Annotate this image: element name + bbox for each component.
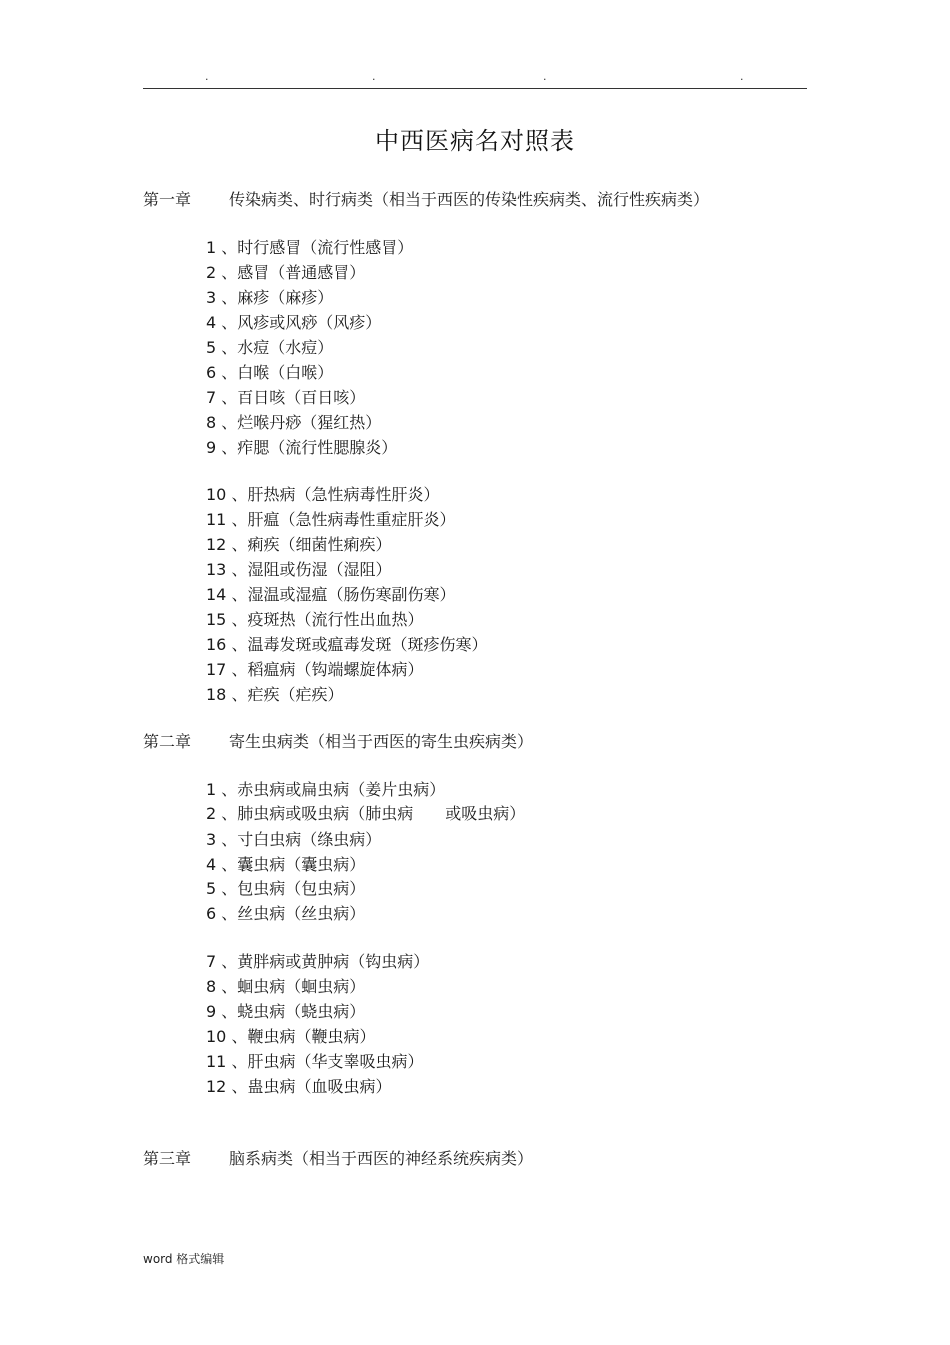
list-item: 6 、丝虫病（丝虫病） <box>206 904 366 923</box>
list-item: 12 、蛊虫病（血吸虫病） <box>206 1077 392 1096</box>
header-dot: . <box>740 70 744 83</box>
list-item: 11 、肝瘟（急性病毒性重症肝炎） <box>206 510 456 529</box>
header-rule <box>143 88 807 89</box>
list-item: 17 、稻瘟病（钩端螺旋体病） <box>206 660 424 679</box>
header-dots <box>0 70 950 84</box>
chapter-heading <box>143 731 533 753</box>
list-item: 4 、囊虫病（囊虫病） <box>206 855 366 874</box>
list-item: 13 、湿阻或伤湿（湿阻） <box>206 560 392 579</box>
list-item: 11 、肝虫病（华支睾吸虫病） <box>206 1052 424 1071</box>
list-item: 5 、包虫病（包虫病） <box>206 879 366 898</box>
list-item: 8 、烂喉丹痧（猩红热） <box>206 413 382 432</box>
list-item: 7 、百日咳（百日咳） <box>206 388 366 407</box>
chapter-number: 第三章 <box>143 1149 192 1168</box>
list-item: 10 、鞭虫病（鞭虫病） <box>206 1027 376 1046</box>
list-item: 16 、温毒发斑或瘟毒发斑（斑疹伤寒） <box>206 635 488 654</box>
chapter-number: 第二章 <box>143 732 192 751</box>
list-item: 18 、疟疾（疟疾） <box>206 685 344 704</box>
list-item: 1 、赤虫病或扁虫病（姜片虫病） <box>206 780 446 799</box>
list-item: 4 、风疹或风痧（风疹） <box>206 313 382 332</box>
page-title: 中西医病名对照表 <box>375 127 575 155</box>
list-item: 12 、痢疾（细菌性痢疾） <box>206 535 392 554</box>
header-dot: . <box>205 70 209 83</box>
list-item: 2 、感冒（普通感冒） <box>206 263 366 282</box>
list-item: 6 、白喉（白喉） <box>206 363 334 382</box>
list-item: 3 、寸白虫病（绦虫病） <box>206 830 382 849</box>
list-item: 2 、肺虫病或吸虫病（肺虫病 或吸虫病） <box>206 804 526 823</box>
list-item: 9 、痄腮（流行性腮腺炎） <box>206 438 398 457</box>
list-item: 9 、蛲虫病（蛲虫病） <box>206 1002 366 1021</box>
list-item: 3 、麻疹（麻疹） <box>206 288 334 307</box>
header-dot: . <box>372 70 376 83</box>
list-item: 1 、时行感冒（流行性感冒） <box>206 238 414 257</box>
footer-text: word 格式编辑 <box>143 1252 225 1266</box>
chapter-title: 传染病类、时行病类（相当于西医的传染性疾病类、流行性疾病类） <box>229 190 710 209</box>
header-dot: . <box>543 70 547 83</box>
chapter-heading <box>143 189 709 211</box>
list-item: 15 、疫斑热（流行性出血热） <box>206 610 424 629</box>
chapter-heading <box>143 1148 533 1170</box>
list-item: 10 、肝热病（急性病毒性肝炎） <box>206 485 440 504</box>
list-item: 7 、黄胖病或黄肿病（钩虫病） <box>206 952 430 971</box>
chapter-number: 第一章 <box>143 190 192 209</box>
list-item: 14 、湿温或湿瘟（肠伤寒副伤寒） <box>206 585 456 604</box>
list-item: 8 、蛔虫病（蛔虫病） <box>206 977 366 996</box>
list-item: 5 、水痘（水痘） <box>206 338 334 357</box>
chapter-title: 寄生虫病类（相当于西医的寄生虫疾病类） <box>229 732 534 751</box>
chapter-title: 脑系病类（相当于西医的神经系统疾病类） <box>229 1149 534 1168</box>
